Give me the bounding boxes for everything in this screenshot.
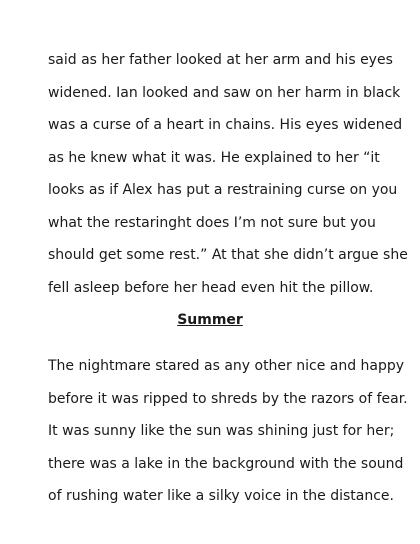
text-line: It was sunny like the sun was shining just for her;	[48, 423, 395, 439]
paragraph-1	[48, 44, 408, 304]
text-line: said as her father looked at her arm and his eyes	[48, 52, 393, 68]
text-line: fell asleep before her head even hit the pillow.	[48, 279, 374, 296]
text-line: there was a lake in the background with the sound	[48, 455, 404, 472]
text-line: The nightmare stared as any other nice and happy	[48, 358, 405, 374]
text-line: looks as if Alex has put a restraining curse on you	[48, 182, 398, 198]
text-line: was a curse of a heart in chains. His eyes widened	[48, 117, 403, 133]
text-line: as he knew what it was. He explained to her “it	[48, 149, 380, 166]
text-line: before it was ripped to shreds by the razors of fear.	[48, 390, 408, 407]
text-line: widened. Ian looked and saw on her harm in black	[48, 84, 401, 101]
text-line: should get some rest.” At that she didn’t argue she	[48, 247, 408, 263]
paragraph-2	[48, 350, 408, 513]
text-line: what the restaringht does I’m not sure but you	[48, 214, 376, 231]
text-line: of rushing water like a silky voice in the distance.	[48, 488, 394, 504]
section-heading: Summer	[177, 312, 243, 328]
